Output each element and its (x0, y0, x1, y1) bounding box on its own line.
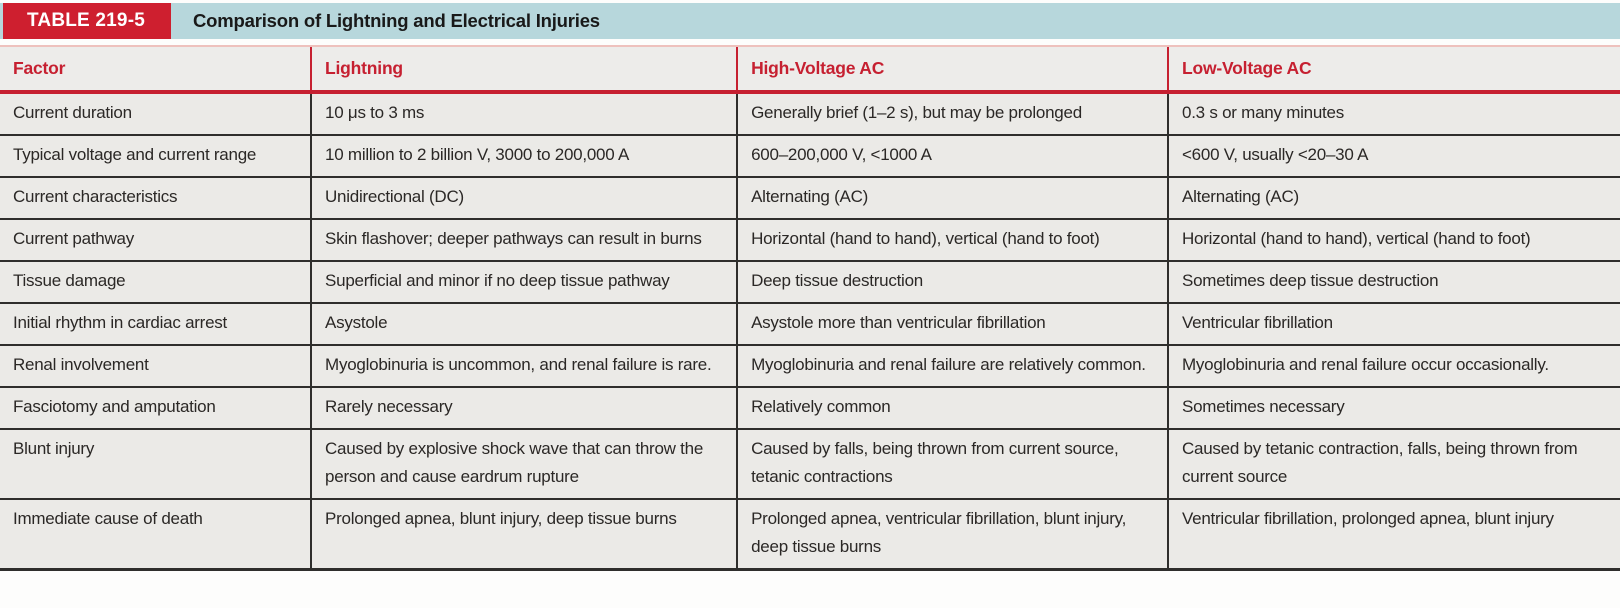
value-cell-low-voltage-ac: Myoglobinuria and renal failure occur occasionally. (1168, 345, 1620, 387)
value-cell-low-voltage-ac: Alternating (AC) (1168, 177, 1620, 219)
column-header-lightning: Lightning (311, 46, 737, 92)
factor-cell: Initial rhythm in cardiac arrest (0, 303, 311, 345)
value-cell-high-voltage-ac: 600–200,000 V, <1000 A (737, 135, 1168, 177)
factor-cell: Fasciotomy and amputation (0, 387, 311, 429)
value-cell-high-voltage-ac: Relatively common (737, 387, 1168, 429)
value-cell-lightning: Caused by explosive shock wave that can throw the person and cause eardrum rupture (311, 429, 737, 499)
value-cell-high-voltage-ac: Myoglobinuria and renal failure are relatively common. (737, 345, 1168, 387)
value-cell-lightning: Asystole (311, 303, 737, 345)
value-cell-low-voltage-ac: <600 V, usually <20–30 A (1168, 135, 1620, 177)
value-cell-lightning: 10 μs to 3 ms (311, 92, 737, 135)
factor-cell: Immediate cause of death (0, 499, 311, 570)
value-cell-low-voltage-ac: Sometimes deep tissue destruction (1168, 261, 1620, 303)
table-row-initial-rhythm-in-cardiac-arrest (0, 303, 1620, 345)
value-cell-high-voltage-ac: Horizontal (hand to hand), vertical (hand to foot) (737, 219, 1168, 261)
table-row-renal-involvement (0, 345, 1620, 387)
value-cell-high-voltage-ac: Asystole more than ventricular fibrillation (737, 303, 1168, 345)
table-row-tissue-damage (0, 261, 1620, 303)
factor-cell: Current duration (0, 92, 311, 135)
value-cell-high-voltage-ac: Caused by falls, being thrown from current source, tetanic contractions (737, 429, 1168, 499)
table-title: Comparison of Lightning and Electrical Injuries (193, 10, 600, 31)
column-header-high-voltage-ac: High-Voltage AC (737, 46, 1168, 92)
column-header-factor: Factor (0, 46, 311, 92)
factor-cell: Current pathway (0, 219, 311, 261)
value-cell-low-voltage-ac: Horizontal (hand to hand), vertical (hand to foot) (1168, 219, 1620, 261)
value-cell-low-voltage-ac: Caused by tetanic contraction, falls, being thrown from current source (1168, 429, 1620, 499)
value-cell-high-voltage-ac: Prolonged apnea, ventricular fibrillation, blunt injury, deep tissue burns (737, 499, 1168, 570)
value-cell-lightning: Myoglobinuria is uncommon, and renal failure is rare. (311, 345, 737, 387)
factor-cell: Tissue damage (0, 261, 311, 303)
factor-cell: Current characteristics (0, 177, 311, 219)
table-header-row (0, 46, 1620, 92)
value-cell-high-voltage-ac: Alternating (AC) (737, 177, 1168, 219)
factor-cell: Blunt injury (0, 429, 311, 499)
value-cell-lightning: 10 million to 2 billion V, 3000 to 200,000 A (311, 135, 737, 177)
table-page (0, 3, 1620, 608)
table-title-bar (0, 3, 1620, 39)
value-cell-high-voltage-ac: Generally brief (1–2 s), but may be prolonged (737, 92, 1168, 135)
table-row-current-pathway (0, 219, 1620, 261)
table-row-fasciotomy-and-amputation (0, 387, 1620, 429)
comparison-table (0, 45, 1620, 571)
value-cell-lightning: Superficial and minor if no deep tissue pathway (311, 261, 737, 303)
value-cell-low-voltage-ac: 0.3 s or many minutes (1168, 92, 1620, 135)
value-cell-low-voltage-ac: Ventricular fibrillation, prolonged apnea, blunt injury (1168, 499, 1620, 570)
column-header-low-voltage-ac: Low-Voltage AC (1168, 46, 1620, 92)
table-row-immediate-cause-of-death (0, 499, 1620, 570)
table-row-current-duration (0, 92, 1620, 135)
value-cell-low-voltage-ac: Sometimes necessary (1168, 387, 1620, 429)
value-cell-low-voltage-ac: Ventricular fibrillation (1168, 303, 1620, 345)
table-row-typical-voltage-and-current-range (0, 135, 1620, 177)
factor-cell: Renal involvement (0, 345, 311, 387)
value-cell-lightning: Unidirectional (DC) (311, 177, 737, 219)
value-cell-lightning: Rarely necessary (311, 387, 737, 429)
value-cell-high-voltage-ac: Deep tissue destruction (737, 261, 1168, 303)
table-number-badge: TABLE 219-5 (3, 3, 171, 39)
table-row-blunt-injury (0, 429, 1620, 499)
factor-cell: Typical voltage and current range (0, 135, 311, 177)
table-row-current-characteristics (0, 177, 1620, 219)
value-cell-lightning: Skin flashover; deeper pathways can result in burns (311, 219, 737, 261)
value-cell-lightning: Prolonged apnea, blunt injury, deep tissue burns (311, 499, 737, 570)
